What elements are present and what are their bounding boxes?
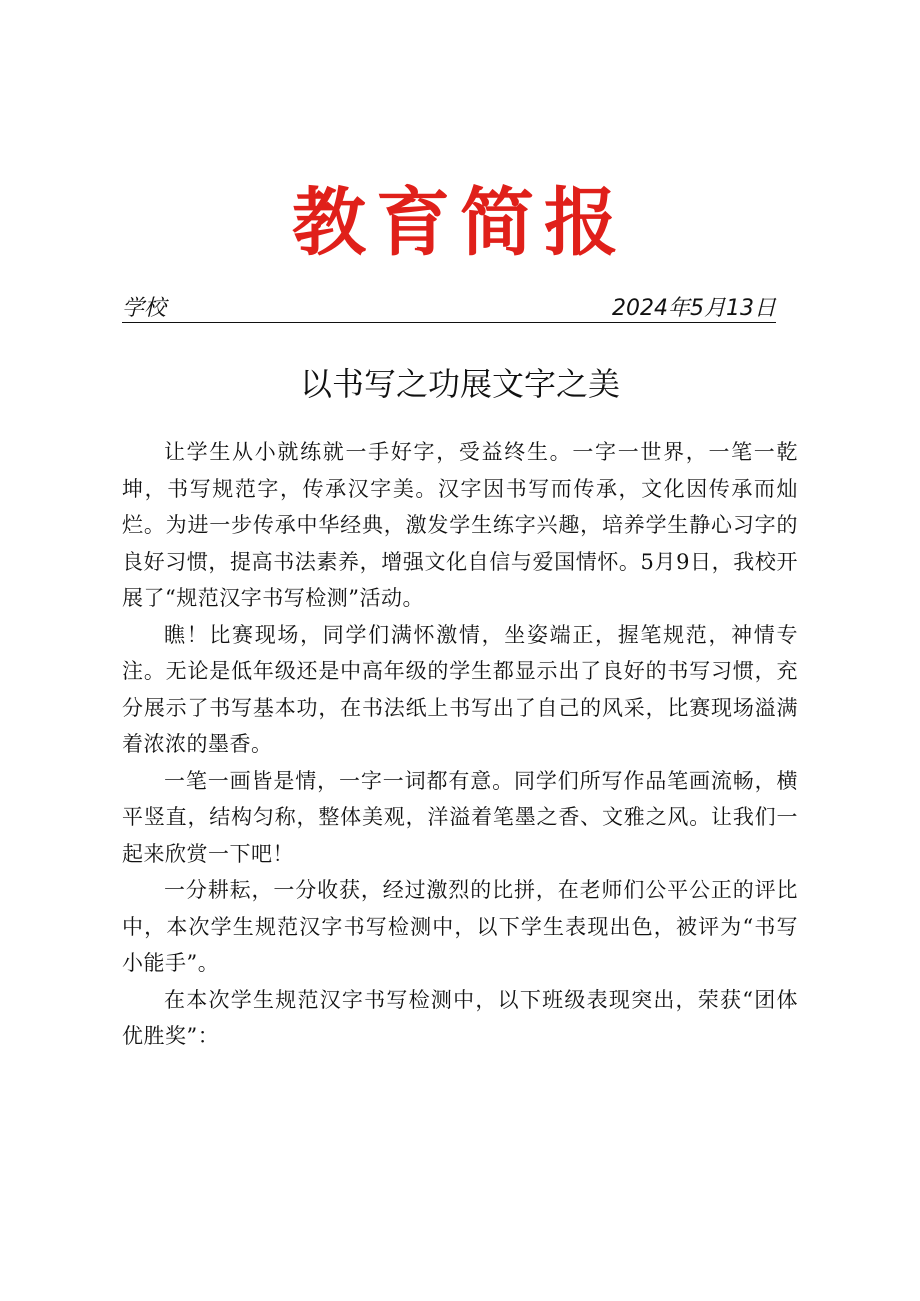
meta-line [122,296,776,323]
masthead-title: 教育简报 [292,180,628,266]
paragraph: 在本次学生规范汉字书写检测中，以下班级表现突出，荣获“团体优胜奖”： [122,987,798,1048]
paragraph: 瞧！比赛现场，同学们满怀激情，坐姿端正，握笔规范，神情专注。无论是低年级还是中高年级的学生都显示出了良好的书写习惯，充分展示了书写基本功，在书法纸上书写出了自己的风采，比赛现场溢满着浓浓的墨香。 [122,622,798,756]
school-label: 学校 [122,296,167,321]
article-title: 以书写之功展文字之美 [299,365,620,403]
paragraph: 让学生从小就练就一手好字，受益终生。一字一世界，一笔一乾坤，书写规范字，传承汉字美。汉字因书写而传承，文化因传承而灿烂。为进一步传承中华经典，激发学生练字兴趣，培养学生静心习字的良好习惯，提高书法素养，增强文化自信与爱国情怀。5月9日，我校开展了“规范汉字书写检测”活动。 [122,440,798,610]
article-body [122,434,798,1055]
paragraph: 一分耕耘，一分收获，经过激烈的比拼，在老师们公平公正的评比中，本次学生规范汉字书写检测中，以下学生表现出色，被评为“书写小能手”。 [122,878,798,975]
paragraph: 一笔一画皆是情，一字一词都有意。同学们所写作品笔画流畅，横平竖直，结构匀称，整体美观，洋溢着笔墨之香、文雅之风。让我们一起来欣赏一下吧！ [122,768,798,866]
issue-date: 2024年5月13日 [612,296,776,321]
